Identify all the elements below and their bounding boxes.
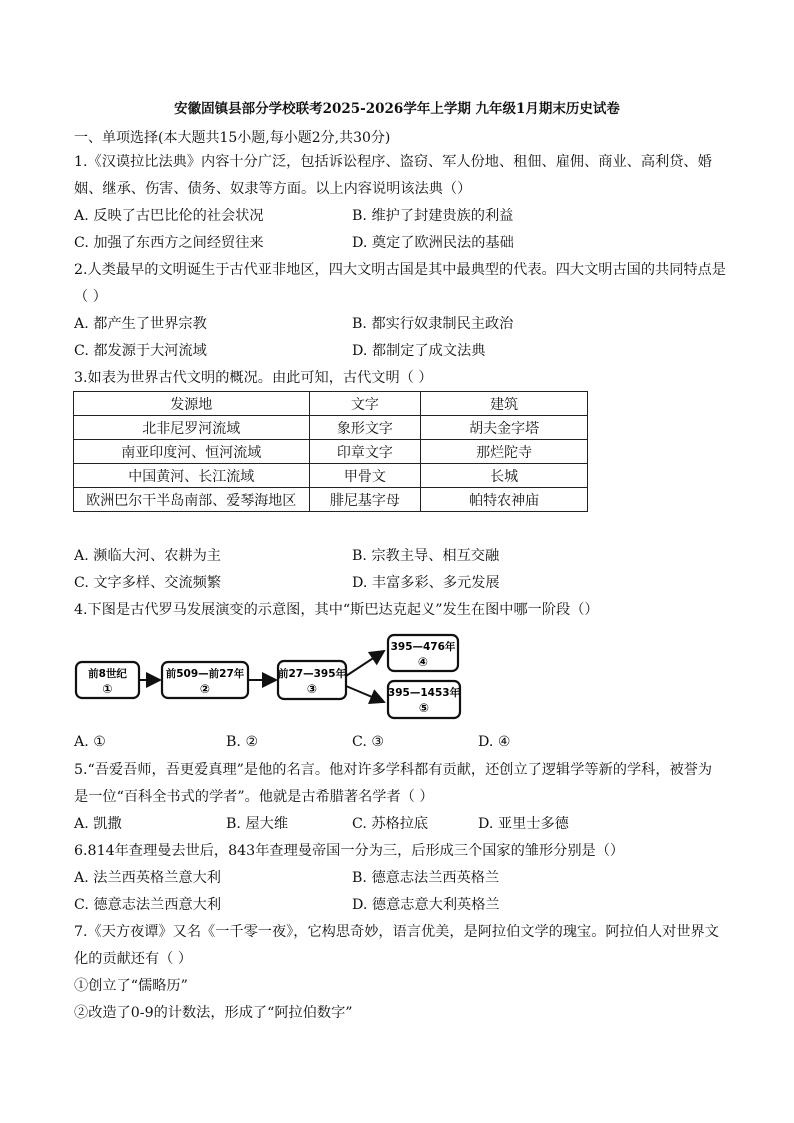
stage-4-period: 395—476年	[390, 641, 456, 653]
question-6-option-a: A. 法兰西英格兰意大利	[74, 870, 221, 886]
table-cell: 中国黄河、长江流域	[74, 464, 310, 488]
stage-4-mark: ④	[417, 655, 429, 669]
rome-development-diagram	[72, 632, 464, 722]
question-5-option-c: C. 苏格拉底	[352, 816, 429, 832]
question-3-option-a: A. 濒临大河、农耕为主	[74, 548, 221, 564]
question-2-stem-line-2: （ ）	[74, 289, 107, 305]
question-4-stem: 4.下图是古代罗马发展演变的示意图，其中“斯巴达克起义”发生在图中哪一阶段（）	[74, 602, 599, 618]
table-cell: 欧洲巴尔干半岛南部、爱琴海地区	[74, 488, 310, 512]
question-1-stem-line-1: 1.《汉谟拉比法典》内容十分广泛，包括诉讼程序、盗窃、军人份地、租佃、雇佣、商业、高利贷、婚	[74, 154, 712, 170]
table-header-cell: 发源地	[74, 392, 310, 416]
question-6-option-c: C. 德意志法兰西意大利	[74, 897, 222, 913]
arrow-3-4	[346, 651, 384, 676]
question-5-option-d: D. 亚里士多德	[478, 816, 569, 832]
table-cell: 腓尼基字母	[309, 488, 421, 512]
question-3-option-d: D. 丰富多彩、多元发展	[352, 575, 500, 591]
question-6-option-b: B. 德意志法兰西英格兰	[352, 870, 500, 886]
question-3-option-b: B. 宗教主导、相互交融	[352, 548, 500, 564]
page-title: 安徽固镇县部分学校联考2025-2026学年上学期 九年级1月期末历史试卷	[174, 101, 620, 117]
question-5-option-b: B. 屋大维	[226, 816, 289, 832]
question-7-statement-1: ①创立了“儒略历”	[74, 978, 188, 994]
table-cell: 甲骨文	[309, 464, 421, 488]
question-4-option-c: C. ③	[352, 734, 385, 750]
table-cell: 象形文字	[309, 416, 421, 440]
table-cell: 南亚印度河、恒河流域	[74, 440, 310, 464]
question-1-stem-line-2: 姻、继承、伤害、债务、奴隶等方面。以上内容说明该法典（）	[74, 181, 472, 197]
question-2-option-c: C. 都发源于大河流域	[74, 343, 207, 359]
question-7-stem-line-2: 化的贡献还有（ ）	[74, 951, 193, 967]
question-5-stem-line-2: 是一位“百科全书式的学者”。他就是古希腊著名学者（ ）	[74, 789, 434, 805]
civilization-table	[73, 391, 588, 512]
stage-box-2	[162, 662, 248, 698]
table-cell: 那烂陀寺	[421, 440, 588, 464]
question-2-option-a: A. 都产生了世界宗教	[74, 316, 207, 332]
table-cell: 印章文字	[309, 440, 421, 464]
question-2-option-d: D. 都制定了成文法典	[352, 343, 486, 359]
arrow-3-5	[346, 686, 384, 702]
stage-3-period: 前27—395年	[277, 668, 347, 680]
question-5-option-a: A. 凯撒	[74, 816, 122, 832]
table-cell: 长城	[421, 464, 588, 488]
stage-2-mark: ②	[199, 682, 211, 696]
question-1-option-d: D. 奠定了欧洲民法的基础	[352, 235, 514, 251]
table-row	[74, 464, 588, 488]
table-cell: 帕特农神庙	[421, 488, 588, 512]
stage-1-period: 前8世纪	[88, 668, 127, 680]
stage-box-5	[388, 681, 461, 718]
stage-5-mark: ⑤	[418, 701, 430, 715]
question-4-option-b: B. ②	[226, 734, 259, 750]
question-3-stem: 3.如表为世界古代文明的概况。由此可知，古代文明（ ）	[74, 370, 433, 386]
question-2-option-b: B. 都实行奴隶制民主政治	[352, 316, 514, 332]
table-row	[74, 440, 588, 464]
question-5-stem-line-1: 5.“吾爱吾师，吾更爱真理”是他的名言。他对许多学科都有贡献，还创立了逻辑学等新的学科，被誉为	[74, 762, 713, 778]
stage-box-3	[278, 661, 347, 699]
stage-3-mark: ③	[306, 682, 318, 696]
question-6-option-d: D. 德意志意大利英格兰	[352, 897, 500, 913]
table-row	[74, 488, 588, 512]
table-cell: 胡夫金字塔	[421, 416, 588, 440]
question-4-option-a: A. ①	[74, 734, 106, 750]
question-3-option-c: C. 文字多样、交流频繁	[74, 575, 222, 591]
table-row	[74, 416, 588, 440]
section-heading: 一、单项选择(本大题共15小题,每小题2分,共30分)	[74, 130, 391, 146]
question-4-option-d: D. ④	[478, 734, 511, 750]
stage-5-period: 395—1453年	[387, 687, 461, 699]
stage-box-4	[388, 635, 458, 671]
question-6-stem: 6.814年查理曼去世后，843年查理曼帝国一分为三，后形成三个国家的雏形分别是（）	[74, 843, 625, 859]
stage-box-1	[76, 662, 139, 698]
table-cell: 北非尼罗河流域	[74, 416, 310, 440]
question-1-option-b: B. 维护了封建贵族的利益	[352, 208, 514, 224]
question-1-option-c: C. 加强了东西方之间经贸往来	[74, 235, 264, 251]
question-2-stem-line-1: 2.人类最早的文明诞生于古代亚非地区，四大文明古国是其中最典型的代表。四大文明古国的共同特点是	[74, 262, 726, 278]
question-7-statement-2: ②改造了0-9的计数法，形成了“阿拉伯数字”	[74, 1005, 353, 1021]
table-header-cell: 文字	[309, 392, 421, 416]
question-1-option-a: A. 反映了古巴比伦的社会状况	[74, 208, 264, 224]
question-7-stem-line-1: 7.《天方夜谭》又名《一千零一夜》，它构思奇妙，语言优美，是阿拉伯文学的瑰宝。阿拉伯人对世界文	[74, 924, 719, 940]
stage-2-period: 前509—前27年	[165, 668, 245, 680]
table-header-cell: 建筑	[421, 392, 588, 416]
stage-1-mark: ①	[102, 682, 113, 696]
table-header-row	[74, 392, 588, 416]
